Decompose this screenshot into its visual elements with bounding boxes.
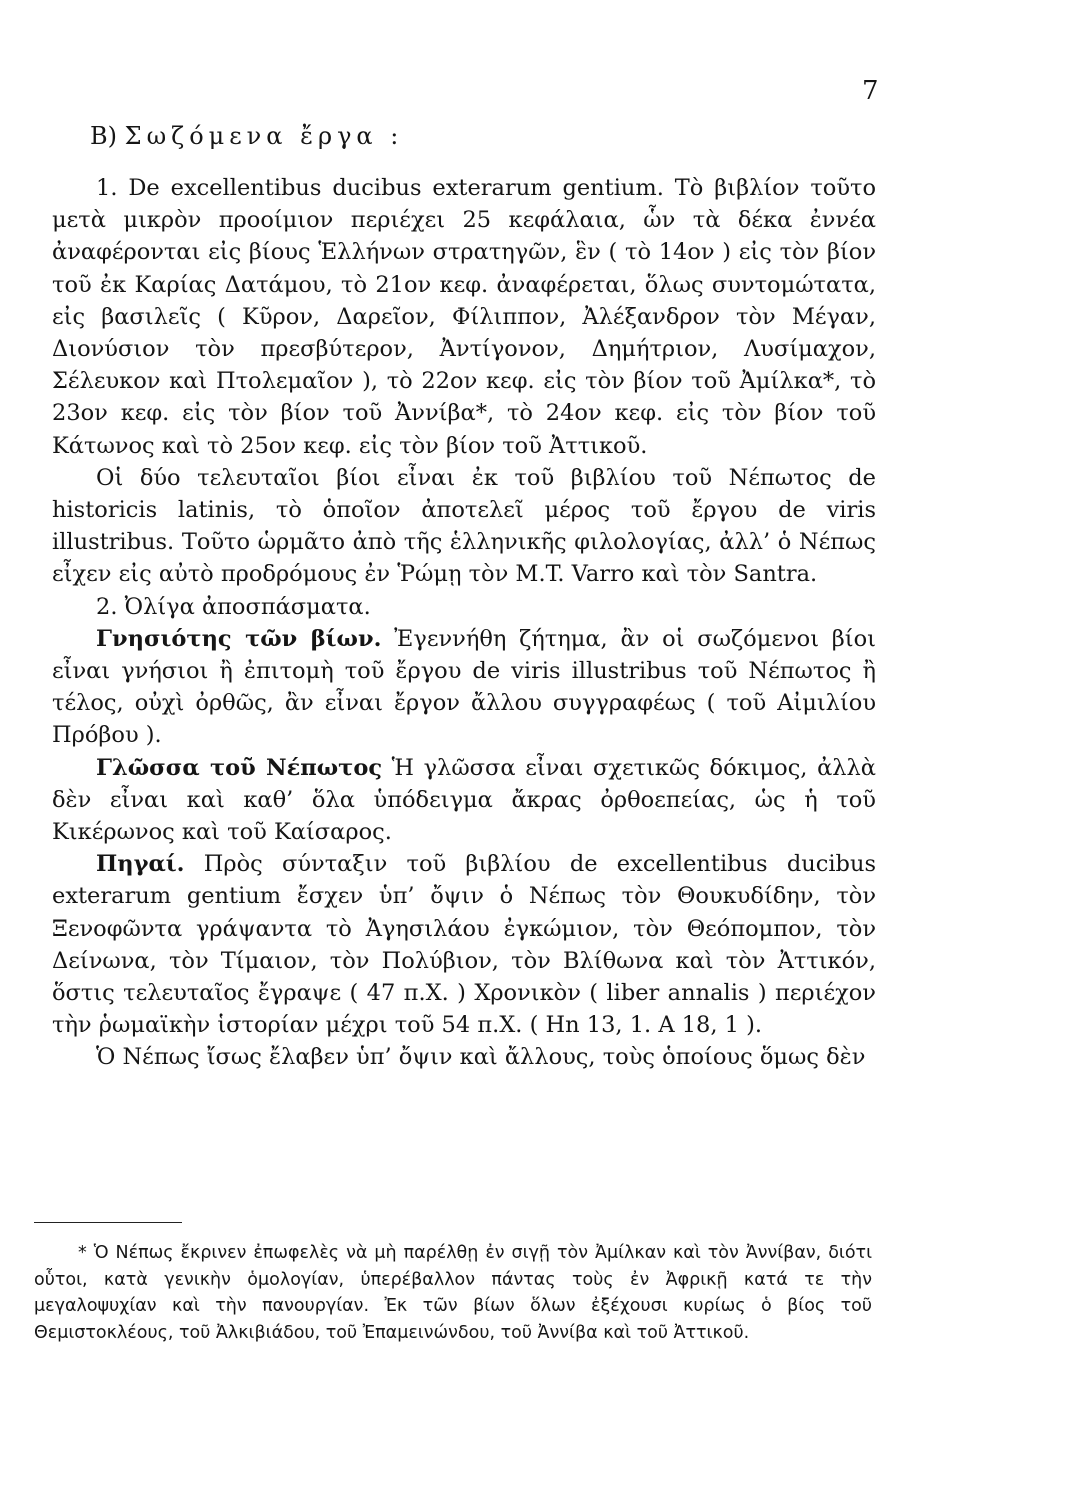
paragraph-continuation: Ὁ Νέπως ἴσως ἔλαβεν ὑπ’ ὄψιν καὶ ἄλλους, τοὺς ὁποίους ὅμως δὲν: [96, 1044, 866, 1071]
paragraph-text: Πρὸς σύνταξιν τοῦ βιβλίου de excellentibus ducibus exterarum gentium ἔσχεν ὑπ’ ὄψιν ὁ Νέπως τὸν Θουκυδίδην, τὸν Ξενοφῶντα γράψαντα τὸ Ἀγησιλάου ἐγκώμιον, τὸν Θεόπομπον, τὸν Δείνωνα, τὸν Τίμαιον, τὸν Πολύβιον, τὸν Βλίθωνα καὶ τὸν Ἀττικόν, ὅστις τελευταῖος ἔγραψε ( 47 π.Χ. ) Χρονικὸν ( liber annalis ) περιέχον τὴν ῥωμαϊκὴν ἱστορίαν μέχρι τοῦ 54 π.Χ. ( Hn 13, 1. A 18, 1 ).: [52, 851, 876, 1039]
page-number: 7: [862, 76, 879, 106]
paragraph-sources: [52, 848, 876, 1041]
authenticity-heading: Γνησιότης τῶν βίων.: [96, 625, 382, 652]
paragraph-language: [52, 752, 876, 849]
language-heading: Γλῶσσα τοῦ Νέπωτος: [96, 754, 383, 781]
paragraph-authenticity: [52, 623, 876, 752]
footnote-text: * Ὁ Νέπως ἔκρινεν ἐπωφελὲς νὰ μὴ παρέλθῃ ἐν σιγῇ τὸν Ἀμίλκαν καὶ τὸν Ἀννίβαν, διότι οὗτοι, κατὰ γενικὴν ὁμολογίαν, ὑπερέβαλλον πάντας τοὺς ἐν Ἀφρικῇ κατά τε τὴν μεγαλοψυχίαν καὶ τὴν πανουργίαν. Ἐκ τῶν βίων ὅλων ἐξέχουσι κυρίως ὁ βίος τοῦ Θεμιστοκλέους, τοῦ Ἀλκιβιάδου, τοῦ Ἐπαμεινώνδου, τοῦ Ἀννίβα καὶ τοῦ Ἀττικοῦ.: [34, 1243, 872, 1343]
paragraph-text: De excellentibus ducibus exterarum gentium. Τὸ βιβλίον τοῦτο μετὰ μικρὸν προοίμιον περιέχει 25 κεφάλαια, ὧν τὰ δέκα ἐννέα ἀναφέρονται εἰς βίους Ἑλλήνων στρατηγῶν, ἓν ( τὸ 14ον ) εἰς τὸν βίον τοῦ ἐκ Καρίας Δατάμου, τὸ 21ον κεφ. ἀναφέρεται, ὅλως συντομώτατα, εἰς βασιλεῖς ( Κῦρον, Δαρεῖον, Φίλιππον, Ἀλέξανδρον τὸν Μέγαν, Διονύσιον τὸν πρεσβύτερον, Ἀντίγονον, Δημήτριον, Λυσίμαχον, Σέλευκον καὶ Πτολεμαῖον ), τὸ 22ον κεφ. εἰς τὸν βίον τοῦ Ἀμίλκα*, τὸ 23ον κεφ. εἰς τὸν βίον τοῦ Ἀννίβα*, τὸ 24ον κεφ. εἰς τὸν βίον τοῦ Κάτωνος καὶ τὸ 25ον κεφ. εἰς τὸν βίον τοῦ Ἀττικοῦ.: [52, 175, 876, 459]
footnote: [34, 1240, 872, 1346]
section-heading: [90, 122, 403, 150]
paragraph-number: 1.: [96, 175, 118, 201]
paragraph-fragments: 2. Ὀλίγα ἀποσπάσματα.: [96, 593, 371, 620]
paragraph-text: Ἐγεννήθη ζήτημα, ἂν οἱ σωζόμενοι βίοι εἶναι γνήσιοι ἢ ἐπιτομὴ τοῦ ἔργου de viris illustribus τοῦ Νέπωτος ἢ τέλος, οὐχὶ ὀρθῶς, ἂν εἶναι ἔργον ἄλλου συγγραφέως ( τοῦ Αἰμιλίου Πρόβου ).: [52, 625, 876, 749]
paragraph-works-list: [52, 172, 876, 462]
paragraph-text: Ἡ γλῶσσα εἶναι σχετικῶς δόκιμος, ἀλλὰ δὲν εἶναι καὶ καθ’ ὅλα ὑπόδειγμα ἄκρας ὀρθοεπείας, ὡς ἡ τοῦ Κικέρωνος καὶ τοῦ Καίσαρος.: [52, 754, 876, 846]
section-heading-text: Σωζόμενα ἔργα :: [124, 122, 404, 150]
footnote-divider: [34, 1222, 182, 1223]
body-text: [52, 172, 876, 1074]
section-heading-label: B): [90, 122, 117, 150]
paragraph-last-lives: Οἱ δύο τελευταῖοι βίοι εἶναι ἐκ τοῦ βιβλίου τοῦ Νέπωτος de historicis latinis, τὸ ὁποῖον ἀποτελεῖ μέρος τοῦ ἔργου de viris illustribus. Τοῦτο ὡρμᾶτο ἀπὸ τῆς ἑλληνικῆς φιλολογίας, ἀλλ’ ὁ Νέπως εἶχεν εἰς αὐτὸ προδρόμους ἐν Ῥώμῃ τὸν M.T. Varro καὶ τὸν Santra.: [52, 464, 876, 588]
sources-heading: Πηγαί.: [96, 851, 185, 878]
